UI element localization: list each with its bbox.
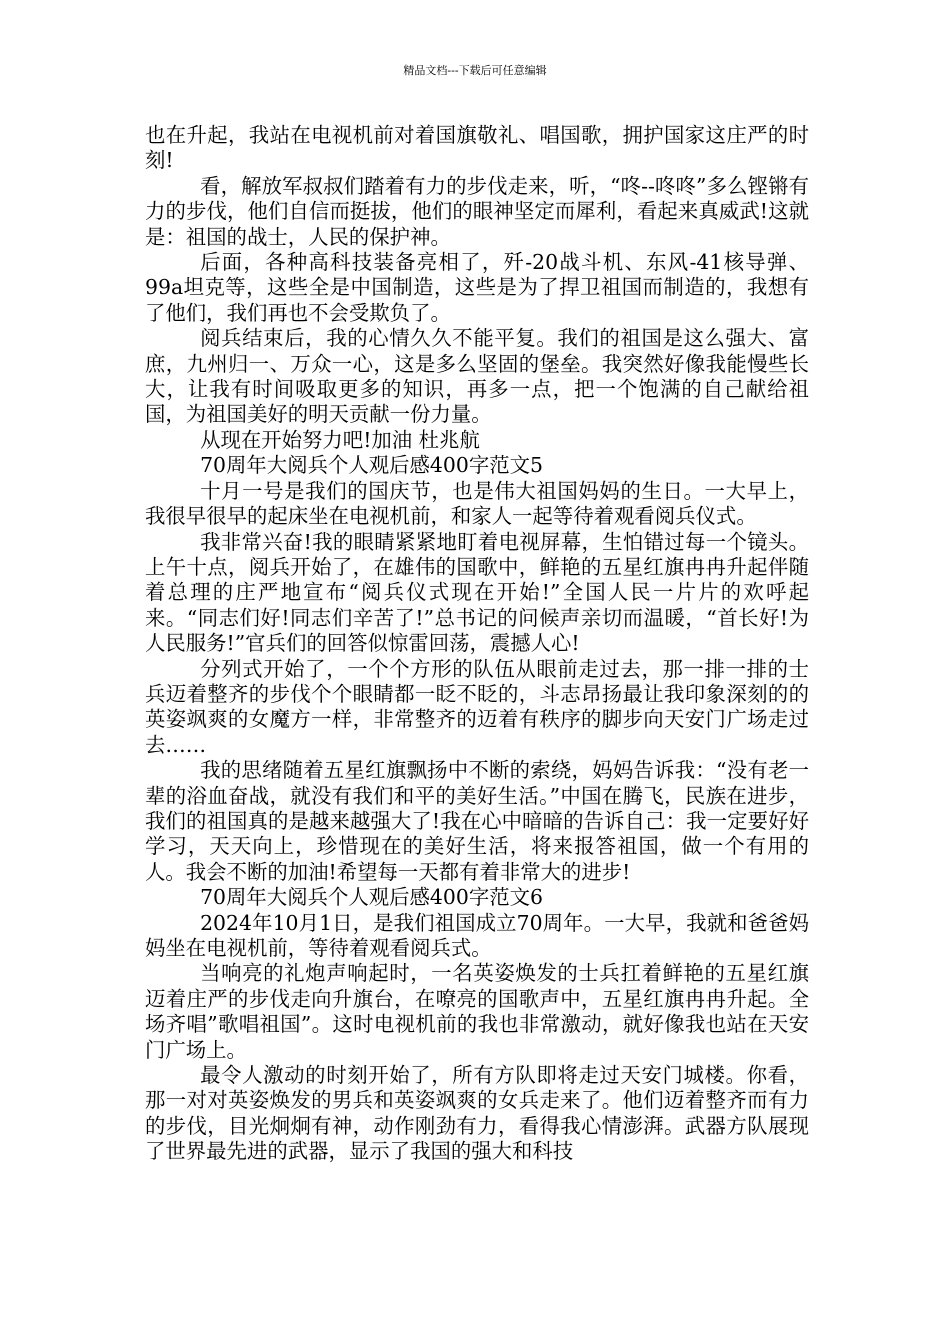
section-heading: 70周年大阅兵个人观后感400字范文5 [200,453,543,478]
paragraph: 阅兵结束后，我的心情久久不能平复。我们的祖国是这么强大、富庶，九州归一、万众一心，这是多么坚固的堡垒。我突然好像我能慢些长大，让我有时间吸取更多的知识，再多一点，把一个饱满的自己献给祖国，为祖国美好的明天贡献一份力量。 [145,326,809,427]
paragraph: 分列式开始了，一个个方形的队伍从眼前走过去，那一排一排的士兵迈着整齐的步伐个个眼睛都一眨不眨的，斗志昂扬最让我印象深刻的的英姿飒爽的女魔方一样，非常整齐的迈着有秩序的脚步向天安门广场走过去…… [145,656,809,757]
paragraph: 最令人激动的时刻开始了，所有方队即将走过天安门城楼。你看，那一对对英姿焕发的男兵和英姿飒爽的女兵走来了。他们迈着整齐而有力的步伐，目光炯炯有神，动作刚劲有力，看得我心情澎湃。武器方队展现了世界最先进的武器，显示了我国的强大和科技 [145,1063,809,1164]
paragraph: 当响亮的礼炮声响起时，一名英姿焕发的士兵扛着鲜艳的五星红旗迈着庄严的步伐走向升旗台，在嘹亮的国歌声中，五星红旗冉冉升起。全场齐唱”歌唱祖国”。这时电视机前的我也非常激动，就好像我也站在天安门广场上。 [145,961,809,1062]
paragraph: 2024年10月1日，是我们祖国成立70周年。一大早，我就和爸爸妈妈坐在电视机前，等待着观看阅兵式。 [145,910,809,960]
document-body [145,123,809,1165]
paragraph: 看，解放军叔叔们踏着有力的步伐走来，听，“咚--咚咚”多么铿锵有力的步伐，他们自信而挺拔，他们的眼神坚定而犀利，看起来真威武!这就是：祖国的战士，人民的保护神。 [145,173,809,249]
paragraph: 后面，各种高科技装备亮相了，歼-20战斗机、东风-41核导弹、99a坦克等，这些全是中国制造，这些是为了捍卫祖国而制造的，我想有了他们，我们再也不会受欺负了。 [145,250,809,325]
page-header: 精品文档---下载后可任意编辑 [403,64,547,77]
paragraph: 我的思绪随着五星红旗飘扬中不断的索绕，妈妈告诉我：“没有老一辈的浴血奋战，就没有我们和平的美好生活。”中国在腾飞，民族在进步，我们的祖国真的是越来越强大了!我在心中暗暗的告诉自己：我一定要好好学习，天天向上，珍惜现在的美好生活，将来报答祖国，做一个有用的人。我会不断的加油!希望每一天都有着非常大的进步! [145,758,809,884]
paragraph: 也在升起，我站在电视机前对着国旗敬礼、唱国歌，拥护国家这庄严的时刻! [145,123,809,173]
signature-line: 从现在开始努力吧!加油 杜兆航 [200,427,480,452]
section-heading: 70周年大阅兵个人观后感400字范文6 [200,885,543,910]
paragraph: 十月一号是我们的国庆节，也是伟大祖国妈妈的生日。一大早上，我很早很早的起床坐在电视机前，和家人一起等待着观看阅兵仪式。 [145,478,809,529]
paragraph: 我非常兴奋!我的眼睛紧紧地盯着电视屏幕，生怕错过每一个镜头。上午十点，阅兵开始了，在雄伟的国歌中，鲜艳的五星红旗冉冉升起伴随着总理的庄严地宣布“阅兵仪式现在开始!”全国人民一片片的欢呼起来。“同志们好!同志们辛苦了!”总书记的问候声亲切而温暖，“首长好!为人民服务!”官兵们的回答似惊雷回荡，震撼人心! [145,529,809,656]
